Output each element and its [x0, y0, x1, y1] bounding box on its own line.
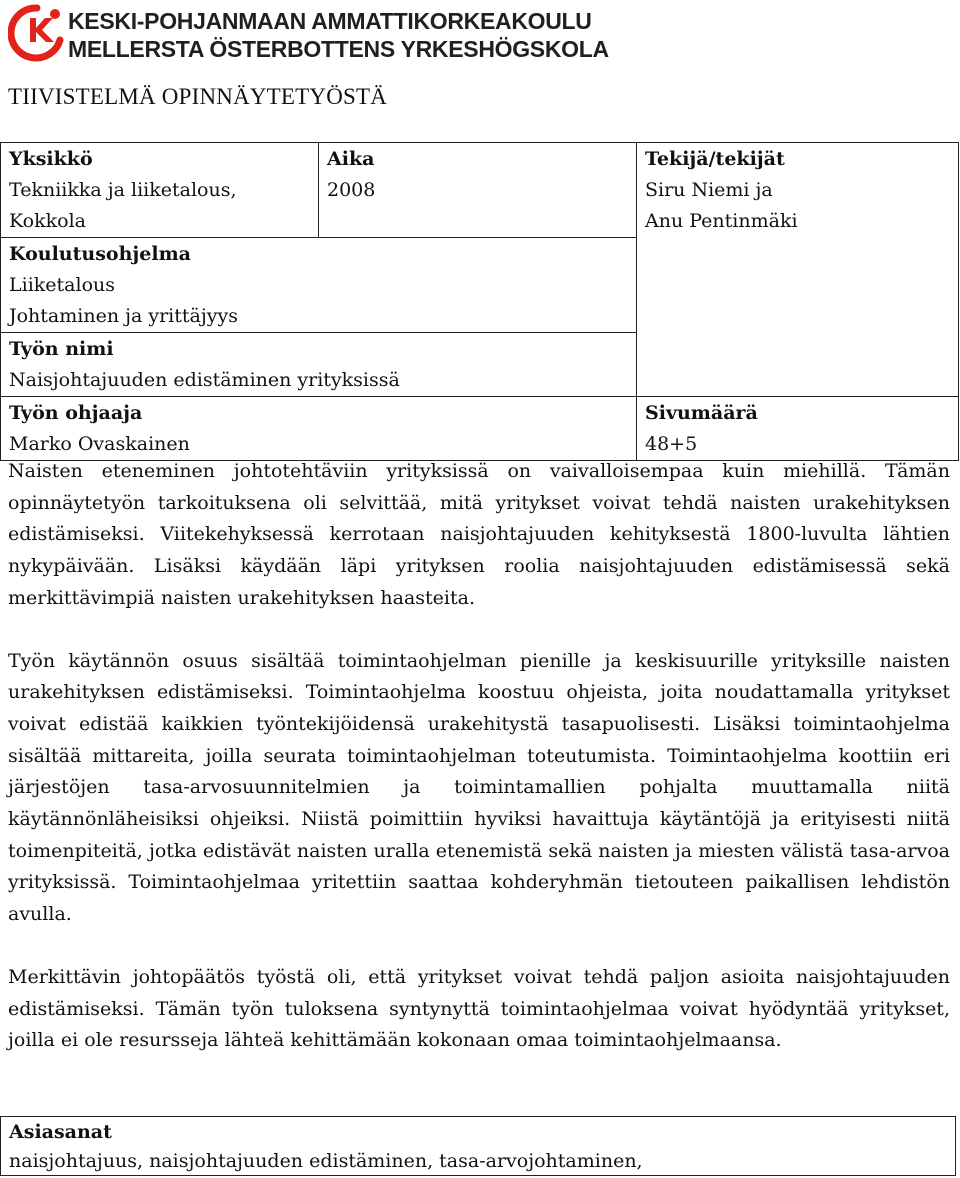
date-value: 2008	[327, 179, 376, 201]
abstract-paragraph-3: Merkittävin johtopäätös työstä oli, että yritykset voivat tehdä paljon asioita naisjohtajuuden edistämiseksi. Tämän työn tuloksena syntynyttä toimintaohjelmaa voivat hyödyntää yritykset, joilla ei ole resursseja lähteä kehittämään kokonaan omaa toimintaohjelmaansa.	[8, 965, 950, 1052]
info-row-supervisor	[1, 397, 959, 461]
page-count-value: 48+5	[645, 433, 698, 455]
thesis-info-table	[0, 142, 959, 461]
thesis-title-cell	[1, 333, 637, 397]
authors-label: Tekijä/tekijät	[645, 148, 785, 170]
page-count-cell	[637, 397, 959, 461]
abstract-paragraph-1: Naisten eteneminen johtotehtäviin yrityksissä on vaivalloisempaa kuin miehillä. Tämän opinnäytetyön tarkoituksena oli selvittää, mitä yritykset voivat tehdä naisten urakehityksen edistämiseksi. Viitekehyksessä kerrotaan naisjohtajuuden kehityksestä 1800-luvulta lähtien nykypäivään. Lisäksi käydään läpi yrityksen roolia naisjohtajuuden edistämisessä sekä merkittävimpiä naisten urakehityksen haasteita.	[8, 460, 950, 609]
keywords-value: naisjohtajuus, naisjohtajuuden edistäminen, tasa-arvojohtaminen,	[9, 1150, 643, 1172]
thesis-title-label: Työn nimi	[9, 338, 114, 360]
logo-text-swedish: MELLERSTA ÖSTERBOTTENS YRKESHÖGSKOLA	[68, 36, 609, 62]
info-row-unit	[1, 143, 959, 238]
authors-cell	[637, 143, 959, 397]
keywords-box	[0, 1116, 956, 1176]
programme-label: Koulutusohjelma	[9, 243, 191, 265]
date-label: Aika	[327, 148, 375, 170]
university-logo-icon	[8, 4, 66, 62]
logo-text-finnish: KESKI-POHJANMAAN AMMATTIKORKEAKOULU	[68, 8, 592, 34]
programme-cell	[1, 238, 637, 333]
page-count-label: Sivumäärä	[645, 402, 758, 424]
programme-value-line2: Johtaminen ja yrittäjyys	[9, 305, 238, 327]
page-header	[8, 4, 609, 64]
abstract-text	[8, 456, 950, 1057]
supervisor-label: Työn ohjaaja	[9, 402, 143, 424]
supervisor-cell	[1, 397, 637, 461]
unit-cell	[1, 143, 319, 238]
authors-value-line2: Anu Pentinmäki	[645, 210, 798, 232]
unit-value-line2: Kokkola	[9, 210, 86, 232]
date-cell	[319, 143, 637, 238]
unit-value-line1: Tekniikka ja liiketalous,	[9, 179, 237, 201]
programme-value-line1: Liiketalous	[9, 274, 115, 296]
authors-value-line1: Siru Niemi ja	[645, 179, 773, 201]
keywords-label: Asiasanat	[9, 1121, 112, 1143]
supervisor-value: Marko Ovaskainen	[9, 433, 190, 455]
unit-label: Yksikkö	[9, 148, 93, 170]
abstract-paragraph-2: Työn käytännön osuus sisältää toimintaohjelman pienille ja keskisuurille yrityksille naisten urakehityksen edistämiseksi. Toimintaohjelma koostuu ohjeista, joita noudattamalla yritykset voivat edistää kaikkien työntekijöidensä urakehitystä tasapuolisesti. Lisäksi toimintaohjelma sisältää mittareita, joilla seurata toimintaohjelman toteutumista. Toimintaohjelma koottiin eri järjestöjen tasa-arvosuunnitelmien ja toimintamallien pohjalta muuttamalla niitä käytännönläheisiksi ohjeiksi. Niistä poimittiin hyviksi havaittuja käytäntöjä ja erityisesti niitä toimenpiteitä, jotka edistävät naisten uralla etenemistä sekä naisten ja miesten välistä tasa-arvoa yrityksissä. Toimintaohjelmaa yritettiin saattaa kohderyhmän tietouteen paikallisen lehdistön avulla.	[8, 649, 950, 926]
thesis-title-value: Naisjohtajuuden edistäminen yrityksissä	[9, 369, 400, 391]
document-title: TIIVISTELMÄ OPINNÄYTETYÖSTÄ	[8, 84, 388, 109]
